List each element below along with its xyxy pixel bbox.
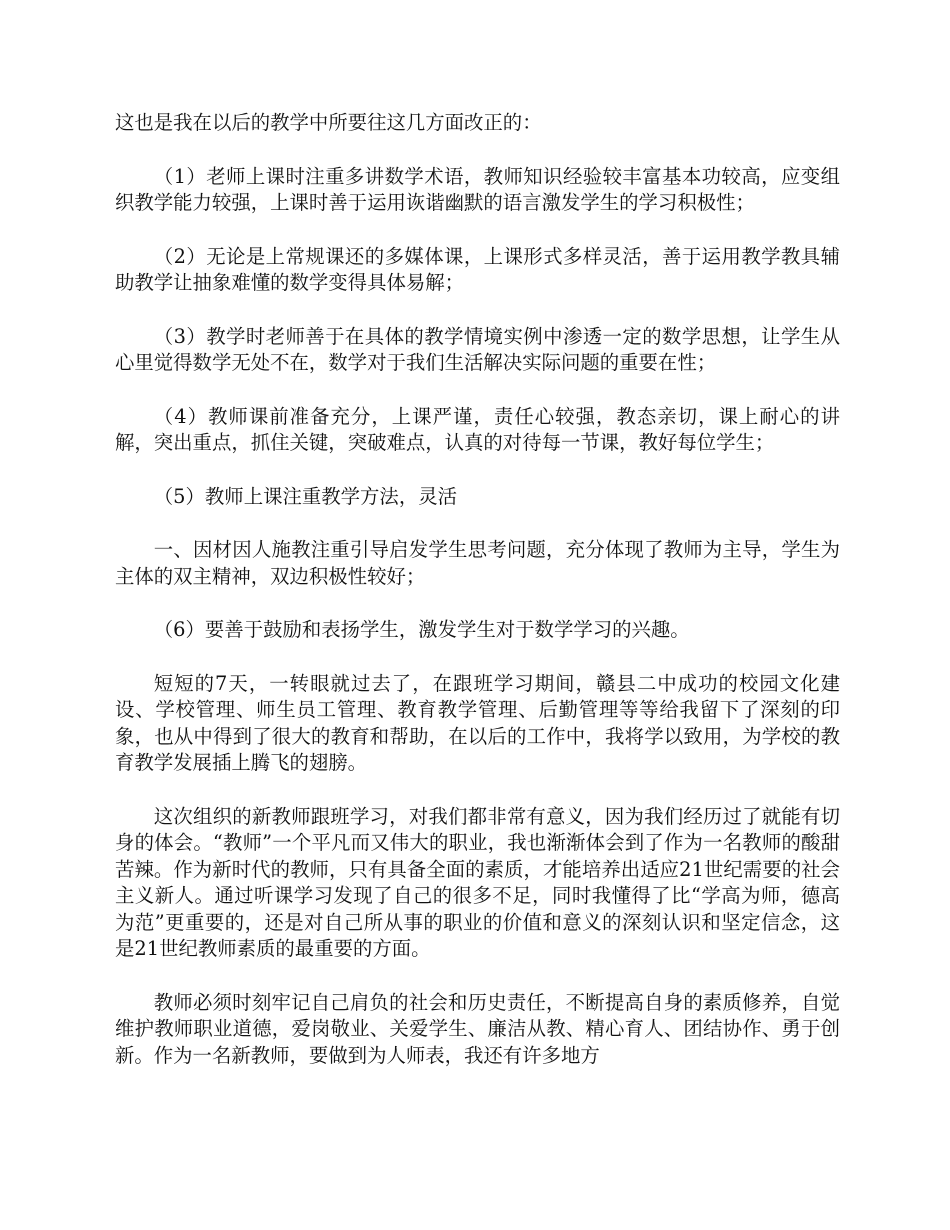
paragraph-item-3: （3）教学时老师善于在具体的教学情境实例中渗透一定的数学思想，让学生从心里觉得数学无处不在，数学对于我们生活解决实际问题的重要在性； <box>115 324 840 374</box>
paragraph-responsibility: 教师必须时刻牢记自己肩负的社会和历史责任，不断提高自身的素质修养，自觉维护教师职业道德，爱岗敬业、关爱学生、廉洁从教、精心育人、团结协作、勇于创新。作为一名新教师，要做到为人师表，我还有许多地方 <box>115 990 840 1067</box>
paragraph-item-1: （1）老师上课时注重多讲数学术语，教师知识经验较丰富基本功较高，应变组织教学能力较强，上课时善于运用诙谐幽默的语言激发学生的学习积极性； <box>115 164 840 214</box>
paragraph-section-one: 一、因材因人施教注重引导启发学生思考问题，充分体现了教师为主导，学生为主体的双主精神，双边积极性较好； <box>115 538 840 588</box>
paragraph-item-6: （6）要善于鼓励和表扬学生，激发学生对于数学学习的兴趣。 <box>153 618 690 641</box>
paragraph-item-4: （4）教师课前准备充分，上课严谨，责任心较强，教态亲切，课上耐心的讲解，突出重点，抓住关键，突破难点，认真的对待每一节课，教好每位学生； <box>115 404 840 454</box>
paragraph-intro: 这也是我在以后的教学中所要往这几方面改正的： <box>115 111 542 134</box>
document-body <box>115 110 840 1069</box>
paragraph-item-2: （2）无论是上常规课还的多媒体课，上课形式多样灵活，善于运用教学教具辅助教学让抽象难懂的数学变得具体易解； <box>115 244 840 294</box>
paragraph-item-5: （5）教师上课注重教学方法，灵活 <box>153 484 457 508</box>
paragraph-new-teacher-study: 这次组织的新教师跟班学习，对我们都非常有意义，因为我们经历过了就能有切身的体会。“教师”一个平凡而又伟大的职业，我也渐渐体会到了作为一名教师的酸甜苦辣。作为新时代的教师，只有具备全面的素质，才能培养出适应21世纪需要的社会主义新人。通过听课学习发现了自己的很多不足，同时我懂得了比“学高为师，德高为范”更重要的，还是对自己所从事的职业的价值和意义的深刻认识和坚定信念，这是21世纪教师素质的最重要的方面。 <box>115 804 840 960</box>
paragraph-seven-days: 短短的7天，一转眼就过去了，在跟班学习期间，赣县二中成功的校园文化建设、学校管理、师生员工管理、教育教学管理、后勤管理等等给我留下了深刻的印象，也从中得到了很大的教育和帮助，在以后的工作中，我将学以致用，为学校的教育教学发展插上腾飞的翅膀。 <box>115 671 840 774</box>
